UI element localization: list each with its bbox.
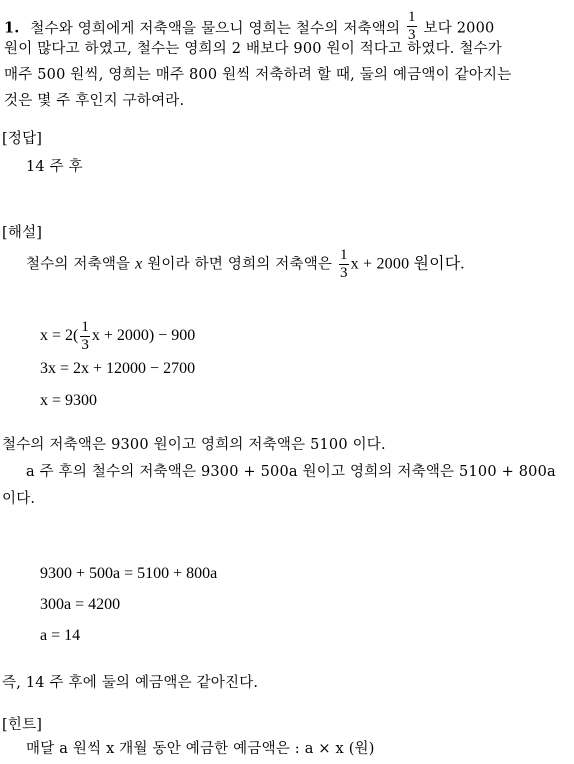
solution-intro-var: x — [135, 255, 143, 273]
solution-intro-frac-den: 3 — [339, 265, 348, 281]
result-line-3: 이다. — [2, 491, 36, 507]
equation-1-fraction — [80, 320, 90, 353]
hint-text: 매달 a 원씩 x 개월 동안 예금한 예금액은 : a × x (원) — [26, 741, 375, 757]
equation-5: 300a = 4200 — [40, 596, 121, 613]
solution-intro-fraction — [339, 248, 349, 281]
hint-label: [힌트] — [2, 717, 43, 733]
equation-1-frac-num: 1 — [81, 319, 89, 335]
problem-line-4: 것은 몇 주 후인지 구하여라. — [4, 93, 185, 109]
equation-4: 9300 + 500a = 5100 + 800a — [40, 565, 218, 582]
problem-number: 1. — [4, 19, 20, 37]
conclusion: 즉, 14 주 후에 둘의 예금액은 같아진다. — [2, 675, 259, 691]
equation-2: 3x = 2x + 12000 − 2700 — [40, 360, 196, 377]
solution-label: [해설] — [2, 225, 43, 241]
equation-1a: x = 2( — [40, 327, 79, 345]
result-line-1: 철수의 저축액은 9300 원이고 영희의 저축액은 5100 이다. — [2, 437, 386, 453]
problem-line-2: 원이 많다고 하였고, 철수는 영희의 2 배보다 900 원이 적다고 하였다. 철수가 — [4, 41, 503, 57]
equation-1 — [40, 320, 195, 353]
equation-6: a = 14 — [40, 627, 81, 644]
problem-fraction-denominator: 3 — [408, 27, 416, 43]
equation-3: x = 9300 — [40, 392, 98, 409]
equation-1-frac-den: 3 — [81, 337, 89, 353]
problem-line-3: 매주 500 원씩, 영희는 매주 800 원씩 저축하려 할 때, 둘의 예금액이 같아지는 — [4, 67, 512, 83]
equation-1b: x + 2000) − 900 — [91, 327, 196, 345]
solution-intro-a: 철수의 저축액을 — [26, 256, 131, 273]
solution-intro — [26, 248, 465, 281]
problem-text-1b: 보다 2000 — [423, 20, 495, 37]
problem-text-1a: 철수와 영희에게 저축액을 물으니 영희는 철수의 저축액의 — [30, 20, 401, 37]
solution-intro-frac-num: 1 — [339, 247, 348, 263]
problem-fraction — [407, 10, 417, 43]
solution-intro-b: 원이라 하면 영희의 저축액은 — [147, 256, 333, 273]
answer-label: [정답] — [2, 131, 43, 147]
answer-text: 14 주 후 — [26, 159, 83, 175]
result-line-2: a 주 후의 철수의 저축액은 9300 + 500a 원이고 영희의 저축액은 5100 + 800a — [26, 464, 556, 480]
solution-intro-c: x + 2000 원이다. — [350, 255, 465, 273]
problem-fraction-numerator: 1 — [408, 9, 416, 25]
